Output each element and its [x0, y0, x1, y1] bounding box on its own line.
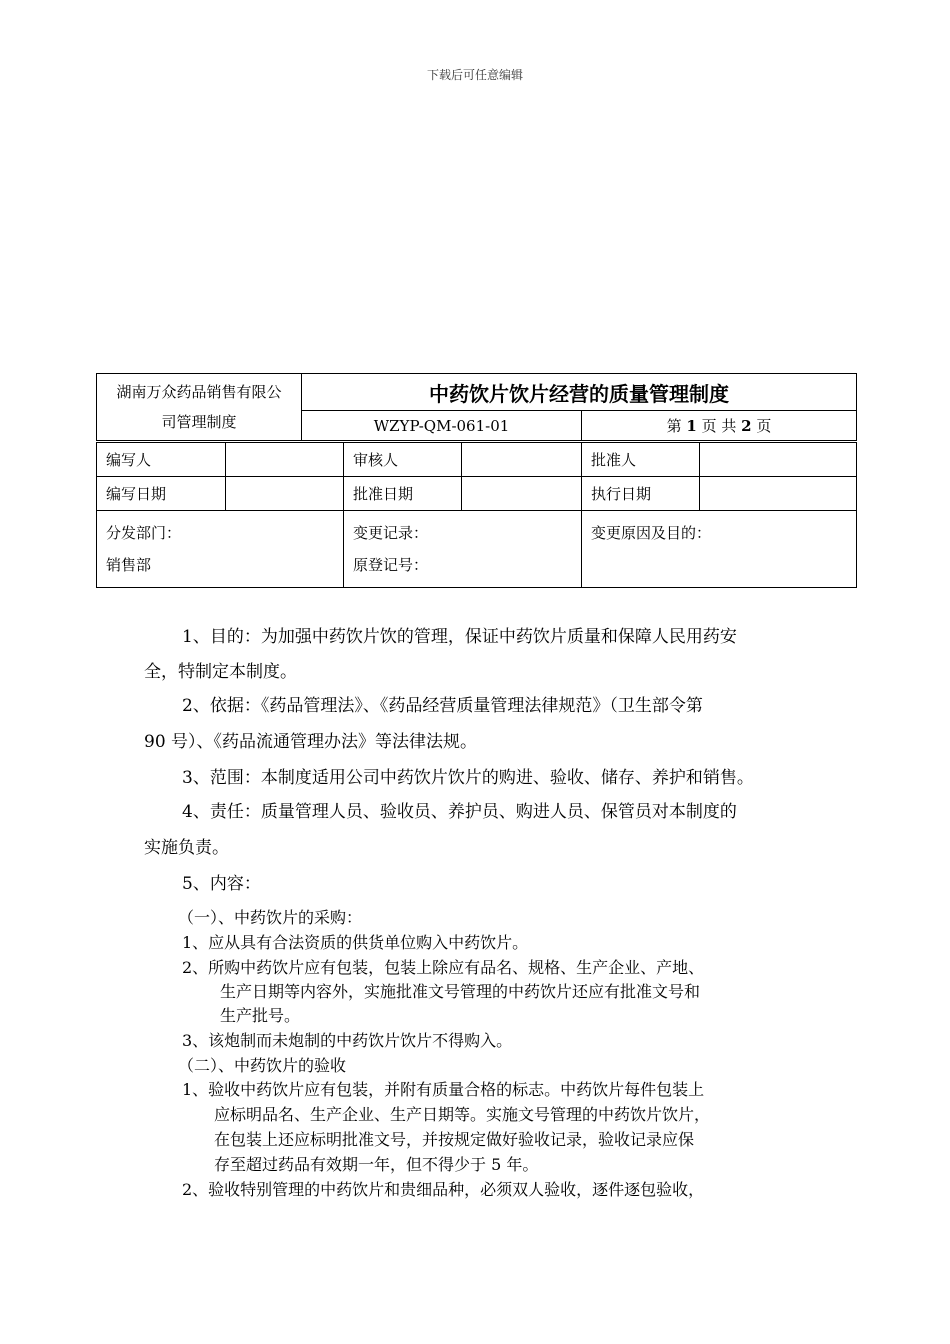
paragraph-responsibility-line2: 实施负责。 — [144, 838, 229, 858]
reviewer-value — [462, 443, 582, 477]
write-date-value — [226, 477, 344, 511]
paragraph-responsibility-line1: 4、责任：质量管理人员、验收员、养护员、购进人员、保管员对本制度的 — [182, 802, 737, 822]
document-title: 中药饮片饮片经营的质量管理制度 — [302, 374, 857, 411]
section-purchase-heading: （一）、中药饮片的采购： — [178, 908, 363, 927]
page-number: 1 — [686, 417, 697, 435]
company-line-1: 湖南万众药品销售有限公 — [116, 383, 282, 401]
original-number-label: 原登记号： — [353, 556, 429, 574]
exec-date-value — [700, 477, 857, 511]
acceptance-item-1-line1: 1、验收中药饮片应有包装，并附有质量合格的标志。中药饮片每件包装上 — [182, 1080, 705, 1099]
page-total: 2 — [741, 417, 752, 435]
paragraph-scope: 3、范围：本制度适用公司中药饮片饮片的购进、验收、储存、养护和销售。 — [182, 768, 754, 788]
change-record-label: 变更记录： — [353, 524, 429, 542]
document-header-table — [96, 373, 857, 441]
approve-date-value — [462, 477, 582, 511]
paragraph-purpose-line1: 1、目的：为加强中药饮片饮的管理，保证中药饮片质量和保障人民用药安 — [182, 627, 737, 647]
paragraph-basis-line1: 2、依据：《药品管理法》、《药品经营质量管理法律规范》（卫生部令第 — [182, 696, 703, 716]
purchase-item-2-line1: 2、所购中药饮片应有包装，包装上除应有品名、规格、生产企业、产地、 — [182, 958, 705, 977]
purchase-item-1: 1、应从具有合法资质的供货单位购入中药饮片。 — [182, 933, 529, 952]
acceptance-item-1-line3: 在包装上还应标明批准文号，并按规定做好验收记录，验收记录应保 — [214, 1130, 695, 1149]
change-reason-label: 变更原因及目的： — [591, 524, 712, 542]
company-name — [97, 374, 302, 441]
purchase-item-2-line3: 生产批号。 — [220, 1006, 301, 1025]
document-code: WZYP-QM-061-01 — [302, 411, 582, 441]
watermark-text: 下载后可任意编辑 — [426, 68, 523, 82]
approver-label: 批准人 — [582, 443, 700, 477]
paragraph-purpose-line2: 全，特制定本制度。 — [144, 662, 297, 682]
purchase-item-2-line2: 生产日期等内容外，实施批准文号管理的中药饮片还应有批准文号和 — [220, 982, 701, 1001]
exec-date-label: 执行日期 — [582, 477, 700, 511]
approver-value — [700, 443, 857, 477]
write-date-label: 编写日期 — [97, 477, 226, 511]
page-suffix: 页 — [751, 417, 772, 435]
acceptance-item-1-line4: 存至超过药品有效期一年，但不得少于 5 年。 — [214, 1155, 539, 1174]
acceptance-item-1-line2: 应标明品名、生产企业、生产日期等。实施文号管理的中药饮片饮片， — [214, 1105, 711, 1124]
distribution-value: 销售部 — [106, 556, 152, 574]
acceptance-item-2: 2、验收特别管理的中药饮片和贵细品种，必须双人验收，逐件逐包验收， — [182, 1180, 705, 1199]
distribution-cell — [97, 511, 344, 588]
page-mid: 页 共 — [696, 417, 742, 435]
paragraph-basis-line2: 90 号）、《药品流通管理办法》等法律法规。 — [144, 732, 478, 752]
distribution-label: 分发部门： — [106, 524, 182, 542]
change-record-cell — [344, 511, 582, 588]
approve-date-label: 批准日期 — [344, 477, 462, 511]
company-line-2: 司管理制度 — [161, 413, 237, 431]
section-acceptance-heading: （二）、中药饮片的验收 — [178, 1056, 347, 1075]
writer-value — [226, 443, 344, 477]
change-reason-cell — [582, 511, 857, 588]
page-indicator — [582, 411, 857, 441]
writer-label: 编写人 — [97, 443, 226, 477]
page-prefix: 第 — [666, 417, 687, 435]
paragraph-content-heading: 5、内容： — [182, 874, 261, 894]
reviewer-label: 审核人 — [344, 443, 462, 477]
approval-info-table — [96, 442, 857, 588]
purchase-item-3: 3、该炮制而未炮制的中药饮片饮片不得购入。 — [182, 1031, 513, 1050]
